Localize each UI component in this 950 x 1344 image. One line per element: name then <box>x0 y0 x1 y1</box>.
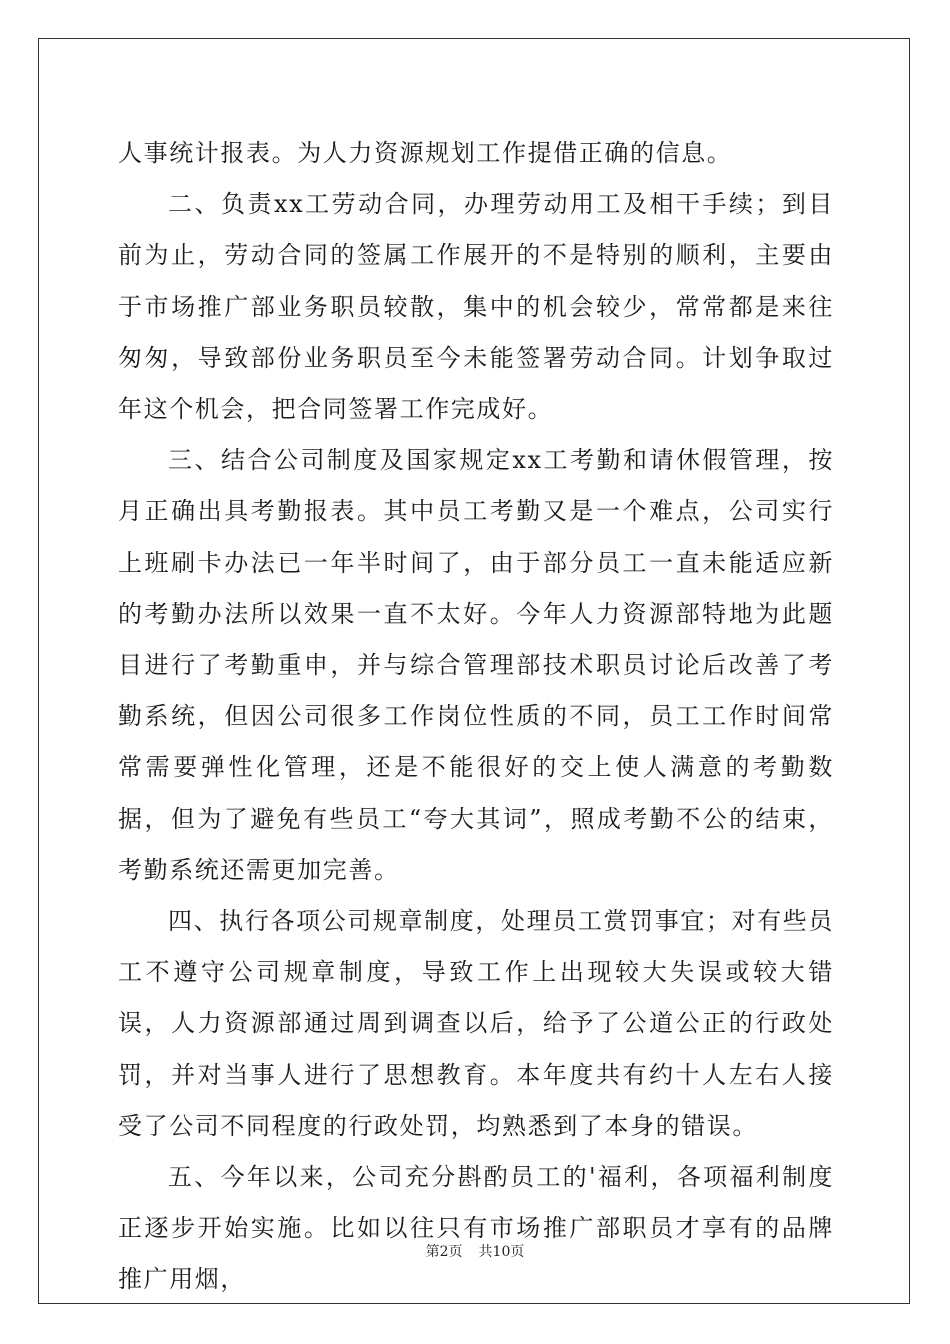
page-footer <box>0 1241 950 1261</box>
paragraph-2: 二、负责xx工劳动合同，办理劳动用工及相干手续；到目前为止，劳动合同的签属工作展开的不是特别的顺利，主要由于市场推广部业务职员较散，集中的机会较少，常常都是来往匆匆，导致部份业务职员至今未能签署劳动合同。计划争取过年这个机会，把合同签署工作完成好。 <box>118 190 834 424</box>
paragraph-5: 五、今年以来，公司充分斟酌员工的'福利，各项福利制度正逐步开始实施。比如以往只有市场推广部职员才享有的品牌推广用烟， <box>118 1163 834 1294</box>
paragraph-3: 三、结合公司制度及国家规定xx工考勤和请休假管理，按月正确出具考勤报表。其中员工考勤又是一个难点，公司实行上班刷卡办法已一年半时间了，由于部分员工一直未能适应新的考勤办法所以效果一直不太好。今年人力资源部特地为此题目进行了考勤重申，并与综合管理部技术职员讨论后改善了考勤系统，但因公司很多工作岗位性质的不同，员工工作时间常常需要弹性化管理，还是不能很好的交上使人满意的考勤数据，但为了避免有些员工“夸大其词”，照成考勤不公的结束，考勤系统还需更加完善。 <box>118 446 834 884</box>
page-total: 共10页 <box>478 1244 525 1260</box>
paragraph-1: 人事统计报表。为人力资源规划工作提借正确的信息。 <box>118 139 733 167</box>
paragraph-4: 四、执行各项公司规章制度，处理员工赏罚事宜；对有些员工不遵守公司规章制度，导致工作上出现较大失误或较大错误，人力资源部通过周到调查以后，给予了公道公正的行政处罚，并对当事人进行了思想教育。本年度共有约十人左右人接受了公司不同程度的行政处罚，均熟悉到了本身的错误。 <box>118 907 834 1140</box>
page-number: 第2页 <box>425 1244 463 1260</box>
document-body <box>118 128 834 1306</box>
